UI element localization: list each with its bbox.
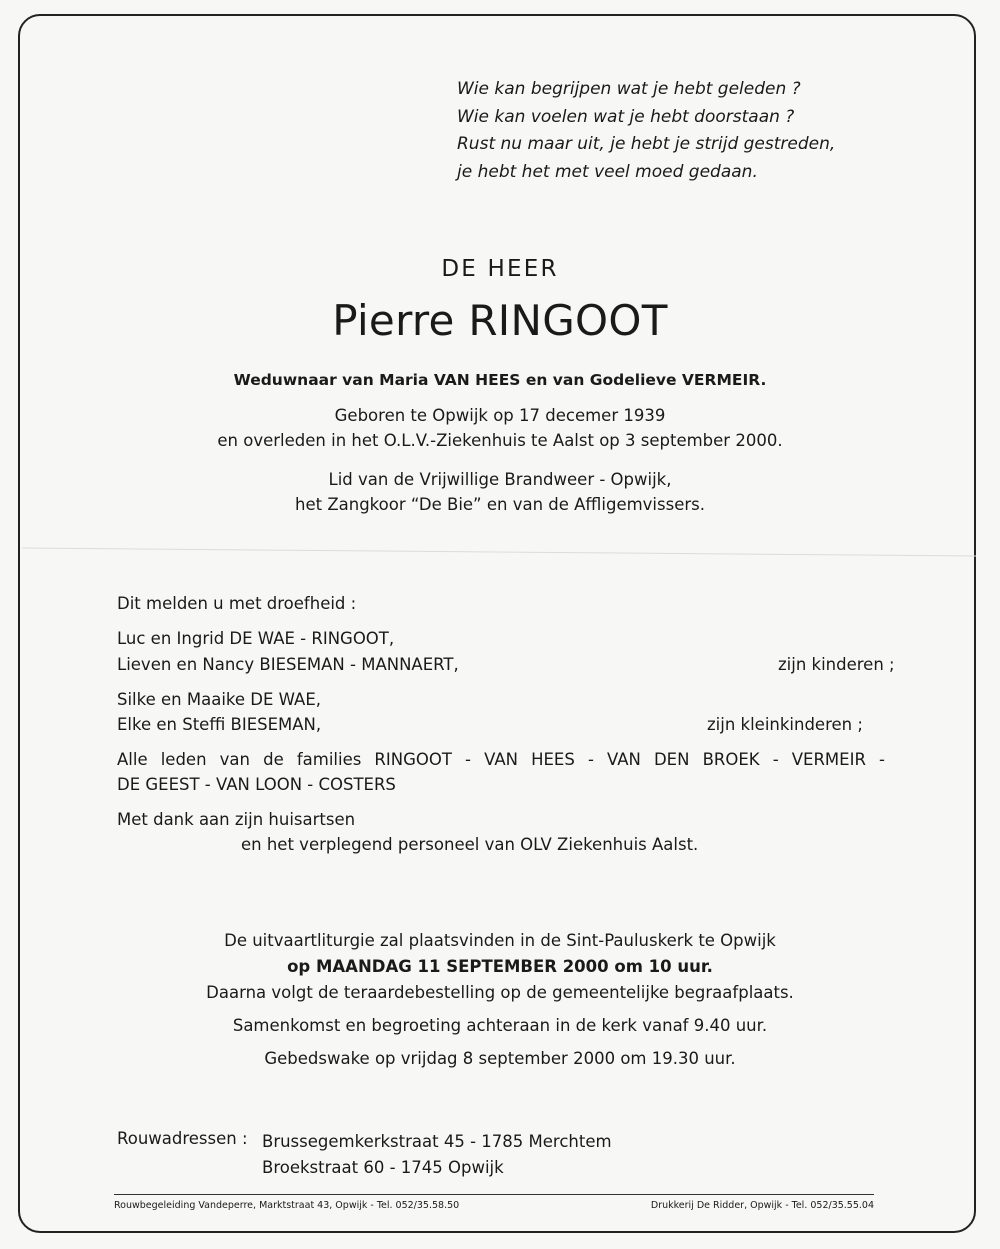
child-line: Lieven en Nancy BIESEMAN - MANNAERT, xyxy=(117,655,459,674)
grandchildren-label: zijn kleinkinderen ; xyxy=(707,715,863,734)
children-label: zijn kinderen ; xyxy=(778,655,895,674)
gathering-line: Samenkomst en begroeting achteraan in de kerk vanaf 9.40 uur. xyxy=(232,1016,768,1035)
thanks-line: en het verplegend personeel van OLV Ziekenhuis Aalst. xyxy=(241,835,699,854)
death-line: en overleden in het O.L.V.-Ziekenhuis te Aalst op 3 september 2000. xyxy=(217,431,783,450)
membership-info xyxy=(0,467,1000,517)
poem-line: Rust nu maar uit, je hebt je strijd gestreden, xyxy=(457,134,836,154)
widow-line: Weduwnaar van Maria VAN HEES en van Godelieve VERMEIR. xyxy=(233,371,767,389)
liturgy-line: De uitvaartliturgie zal plaatsvinden in de Sint-Pauluskerk te Opwijk xyxy=(224,931,776,950)
grandchild-line: Silke en Maaike DE WAE, xyxy=(117,690,322,709)
honorific: DE HEER xyxy=(441,256,559,282)
families-line: Alle leden van de families RINGOOT - VAN HEES - VAN DEN BROEK - VERMEIR - xyxy=(117,750,885,769)
grandchild-line: Elke en Steffi BIESEMAN, xyxy=(117,715,322,734)
deceased-name: Pierre RINGOOT xyxy=(332,296,668,345)
addresses xyxy=(262,1129,612,1181)
funeral-date: op MAANDAG 11 SEPTEMBER 2000 om 10 uur. xyxy=(287,957,713,976)
families-line: DE GEEST - VAN LOON - COSTERS xyxy=(117,775,396,794)
burial-line: Daarna volgt de teraardebestelling op de gemeentelijke begraafplaats. xyxy=(206,983,794,1002)
address-line: Brussegemkerkstraat 45 - 1785 Merchtem xyxy=(262,1132,612,1151)
poem-line: Wie kan voelen wat je hebt doorstaan ? xyxy=(457,106,795,127)
address-line: Broekstraat 60 - 1745 Opwijk xyxy=(262,1158,504,1177)
poem xyxy=(457,76,835,186)
poem-line: je hebt het met veel moed gedaan. xyxy=(457,161,758,182)
membership-line: Lid van de Vrijwillige Brandweer - Opwijk, xyxy=(328,470,672,489)
child-line: Luc en Ingrid DE WAE - RINGOOT, xyxy=(117,629,395,648)
funeral-info xyxy=(0,928,1000,1072)
birth-line: Geboren te Opwijk op 17 decemer 1939 xyxy=(334,406,666,425)
announce-intro: Dit melden u met droefheid : xyxy=(117,594,357,613)
footer-printer: Drukkerij De Ridder, Opwijk - Tel. 052/35.55.04 xyxy=(650,1200,874,1211)
poem-line: Wie kan begrijpen wat je hebt geleden ? xyxy=(457,79,801,99)
birth-death-info xyxy=(0,403,1000,453)
thanks-line: Met dank aan zijn huisartsen xyxy=(117,810,356,829)
address-label: Rouwadressen : xyxy=(117,1129,248,1148)
footer-divider xyxy=(114,1194,874,1195)
membership-line: het Zangkoor “De Bie” en van de Affligemvissers. xyxy=(295,495,705,514)
footer-undertaker: Rouwbegeleiding Vandeperre, Marktstraat 43, Opwijk - Tel. 052/35.58.50 xyxy=(114,1200,460,1211)
vigil-line: Gebedswake op vrijdag 8 september 2000 om 19.30 uur. xyxy=(264,1049,736,1068)
